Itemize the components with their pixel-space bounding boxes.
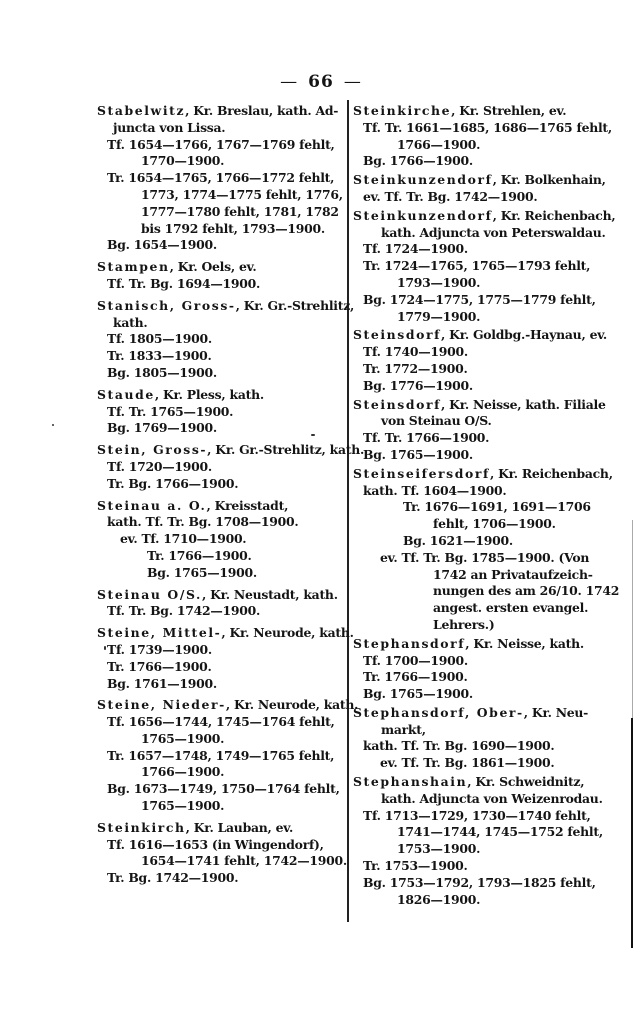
entry-name: Steine, Nieder-: [97, 697, 226, 713]
page-number: 66: [308, 72, 334, 92]
entry-steinkunzendorf-bolkenhain: Steinkunzendorf, Kr. Bolkenhain, ev. Tf. Tr. Bg. 1742—1900.: [353, 172, 606, 204]
entry-name: Stampen: [97, 259, 170, 275]
page-edge-shadow: [632, 520, 633, 720]
right-column: [353, 103, 620, 910]
entry-name: Steinsdorf: [353, 396, 442, 412]
entry-name: Stephansdorf: [353, 635, 466, 651]
entry-steinkirche: Steinkirche, Kr. Strehlen, ev. Tf. Tr. 1661—1685, 1686—1765 fehlt, 1766—1900. Bg. 1766—1900.: [353, 103, 612, 169]
entry-name: Stephanshain: [353, 774, 468, 790]
entry-name: Steinseifersdorf: [353, 465, 490, 481]
entry-name: Stephansdorf, Ober-: [353, 704, 524, 720]
entry-stabelwitz: Stabelwitz, Kr. Breslau, kath. Ad- juncta von Lissa. Tf. 1654—1766, 1767—1769 fehlt, 1770—1900. Tr. 1654—1765, 1766—1772 fehlt, 1773, 1774—1775 fehlt, 1776, 1777—1780 fehlt, 1781, 1782 bis 1792 fehlt, 1793—1900. Bg. 1654—1900.: [97, 103, 343, 253]
column-divider: [347, 100, 349, 922]
entry-name: Staude: [97, 386, 155, 402]
entry-steinsdorf-goldbg: Steinsdorf, Kr. Goldbg.-Haynau, ev. Tf. 1740—1900. Tr. 1772—1900. Bg. 1776—1900.: [353, 327, 607, 393]
page-edge-line: [631, 718, 633, 948]
entry-steinkunzendorf-reichenbach: Steinkunzendorf, Kr. Reichenbach, kath. Adjuncta von Peterswaldau. Tf. 1724—1900. Tr. 1724—1765, 1765—1793 fehlt, 1793—1900. Bg. 1724—1775, 1775—1779 fehlt, 1779—1900.: [353, 207, 616, 324]
entry-stephansdorf-ober: Stephansdorf, Ober-, Kr. Neu- markt, kath. Tf. Tr. Bg. 1690—1900. ev. Tf. Tr. Bg. 1861—1900.: [353, 704, 589, 771]
entry-name: Stabelwitz: [97, 103, 186, 118]
page-header: [0, 72, 642, 92]
entry-name: Steinau a. O.: [97, 497, 207, 513]
entry-staude: Staude, Kr. Pless, kath. Tf. Tr. 1765—1900. Bg. 1769—1900.: [97, 386, 264, 436]
entry-steinseifersdorf: Steinseifersdorf, Kr. Reichenbach, kath. Tf. 1604—1900. Tr. 1676—1691, 1691—1706 fehlt, 1706—1900. Bg. 1621—1900. ev. Tf. Tr. Bg. 1785—1900. (Von 1742 an Privataufzeich- nungen des am 26/10. 1742 angest. ersten evangel. Lehrers.): [353, 465, 620, 632]
entry-name: Stanisch, Gross-: [97, 297, 236, 313]
header-dash-right: —: [343, 72, 362, 92]
entry-steinau-os: Steinau O/S., Kr. Neustadt, kath. Tf. Tr. Bg. 1742—1900.: [97, 586, 338, 619]
entry-stampen: Stampen, Kr. Oels, ev. Tf. Tr. Bg. 1694—1900.: [97, 259, 261, 291]
entry-steine-mittel: Steine, Mittel-, Kr. Neurode, kath. Tf. 1739—1900. Tr. 1766—1900. Bg. 1761—1900.: [97, 625, 354, 691]
entry-name: Steinkirche: [353, 103, 452, 118]
print-speck: [52, 424, 54, 426]
entry-stephansdorf-neisse: Stephansdorf, Kr. Neisse, kath. Tf. 1700—1900. Tr. 1766—1900. Bg. 1765—1900.: [353, 635, 584, 702]
entry-stein-gross: Stein, Gross-, Kr. Gr.-Strehlitz, kath. Tf. 1720—1900. Tr. Bg. 1766—1900.: [97, 442, 365, 491]
entry-steinkirch: Steinkirch, Kr. Lauban, ev. Tf. 1616—1653 (in Wingendorf), 1654—1741 fehlt, 1742—1900. Tr. Bg. 1742—1900.: [97, 819, 347, 886]
entry-name: Steinkunzendorf: [353, 172, 493, 188]
header-dash-left: —: [280, 72, 299, 92]
entry-stanisch-gross: Stanisch, Gross-, Kr. Gr.-Strehlitz, kath. Tf. 1805—1900. Tr. 1833—1900. Bg. 1805—1900.: [97, 297, 355, 380]
entry-steinsdorf-neisse: Steinsdorf, Kr. Neisse, kath. Filiale von Steinau O/S. Tf. Tr. 1766—1900. Bg. 1765—1900.: [353, 396, 606, 462]
entry-steine-nieder: Steine, Nieder-, Kr. Neurode, kath. Tf. 1656—1744, 1745—1764 fehlt, 1765—1900. Tr. 1657—1748, 1749—1765 fehlt, 1766—1900. Bg. 1673—1749, 1750—1764 fehlt, 1765—1900.: [97, 697, 359, 814]
left-column: [97, 103, 365, 892]
entry-steinau-ao: Steinau a. O., Kreisstadt, kath. Tf. Tr. Bg. 1708—1900. ev. Tf. 1710—1900. Tr. 1766—1900. Bg. 1765—1900.: [97, 497, 299, 580]
entry-name: Stein, Gross-: [97, 442, 208, 458]
entry-name: Steine, Mittel-: [97, 625, 222, 641]
entry-stephanshain: Stephanshain, Kr. Schweidnitz, kath. Adjuncta von Weizenrodau. Tf. 1713—1729, 1730—1740 fehlt, 1741—1744, 1745—1752 fehlt, 1753—1900. Tr. 1753—1900. Bg. 1753—1792, 1793—1825 fehlt, 1826—1900.: [353, 774, 603, 907]
entry-name: Steinkirch: [97, 819, 186, 835]
entry-name: Steinsdorf: [353, 327, 442, 343]
entry-name: Steinkunzendorf: [353, 207, 493, 223]
entry-name: Steinau O/S.: [97, 586, 202, 602]
